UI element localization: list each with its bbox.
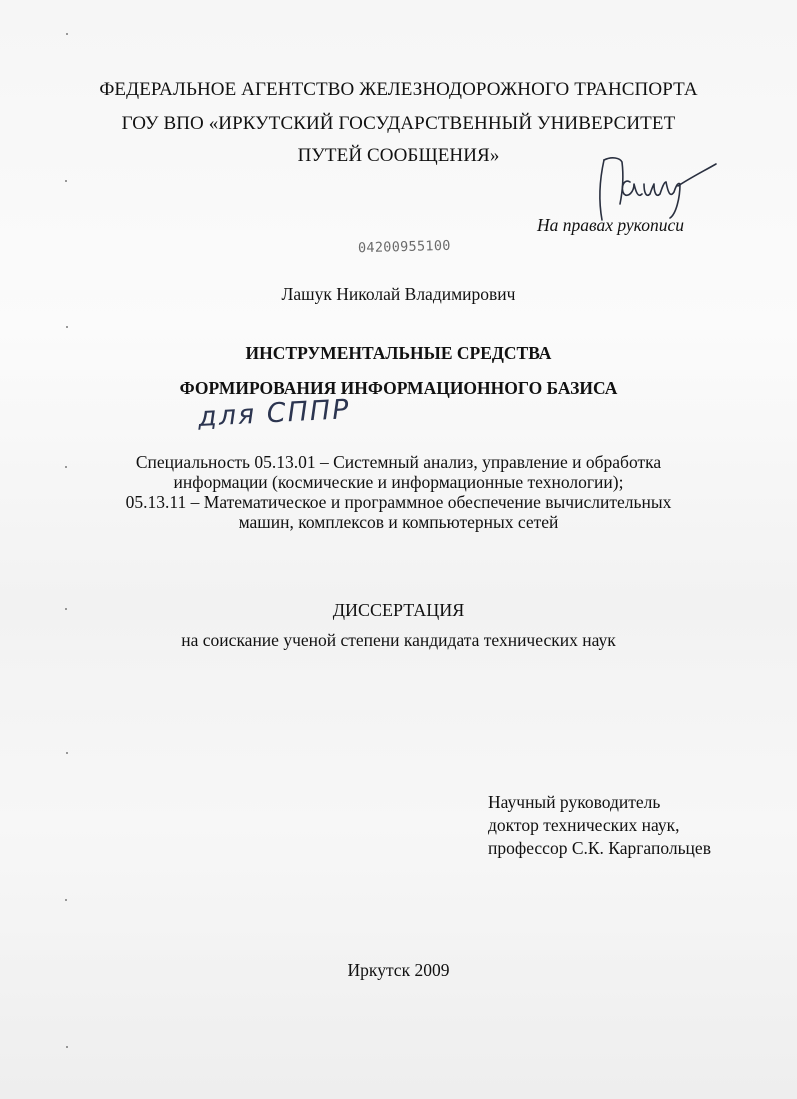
scan-speck bbox=[66, 326, 68, 328]
supervisor-degree: доктор технических наук, bbox=[488, 815, 680, 835]
scan-speck bbox=[66, 1046, 68, 1048]
supervisor-block bbox=[488, 791, 711, 860]
place-and-year: Иркутск 2009 bbox=[347, 960, 450, 980]
supervisor-name: профессор С.К. Каргапольцев bbox=[488, 838, 711, 858]
scan-speck bbox=[65, 899, 67, 901]
scan-speck bbox=[66, 752, 68, 754]
scan-speck bbox=[66, 33, 68, 35]
scan-speck bbox=[65, 180, 67, 182]
specialty-line3: 05.13.11 – Математическое и программное обеспечение вычислительных bbox=[125, 492, 672, 512]
work-type: ДИССЕРТАЦИЯ bbox=[332, 600, 465, 620]
supervisor-role: Научный руководитель bbox=[488, 792, 661, 812]
dissertation-title-line1: ИНСТРУМЕНТАЛЬНЫЕ СРЕДСТВА bbox=[245, 343, 552, 363]
agency-name: ФЕДЕРАЛЬНОЕ АГЕНТСТВО ЖЕЛЕЗНОДОРОЖНОГО ТРАНСПОРТА bbox=[99, 79, 698, 100]
specialty-line1: Специальность 05.13.01 – Системный анализ, управление и обработка bbox=[135, 452, 662, 472]
registration-stamp-number: 04200955100 bbox=[357, 237, 451, 257]
author-name: Лашук Николай Владимирович bbox=[281, 284, 516, 304]
university-name-line2: ПУТЕЙ СООБЩЕНИЯ» bbox=[297, 145, 500, 166]
handwritten-title-addition: для СППР bbox=[197, 394, 352, 433]
university-name-line1: ГОУ ВПО «ИРКУТСКИЙ ГОСУДАРСТВЕННЫЙ УНИВЕРСИТЕТ bbox=[121, 113, 676, 134]
specialty-line2: информации (космические и информационные технологии); bbox=[173, 472, 624, 492]
degree-sought: на соискание ученой степени кандидата технических наук bbox=[181, 630, 616, 650]
manuscript-rights-note: На правах рукописи bbox=[537, 215, 684, 235]
dissertation-title-line2: ФОРМИРОВАНИЯ ИНФОРМАЦИОННОГО БАЗИСА bbox=[179, 378, 618, 398]
specialty-line4: машин, комплексов и компьютерных сетей bbox=[238, 512, 559, 532]
